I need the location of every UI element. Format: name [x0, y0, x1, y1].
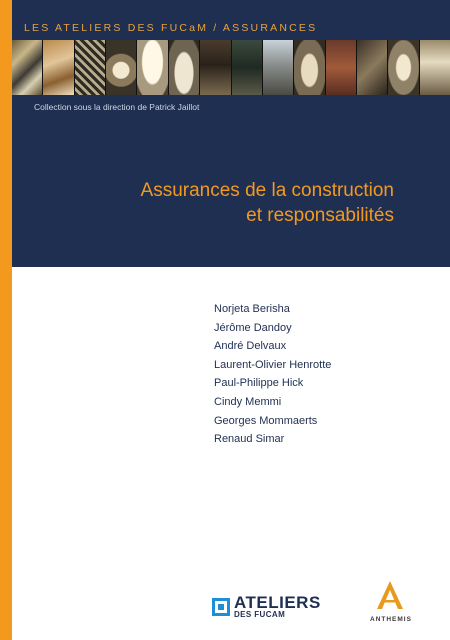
author-name: Renaud Simar	[214, 433, 285, 446]
anthemis-name: ANTHEMIS	[370, 616, 412, 623]
photo-tower-roof	[263, 40, 294, 95]
anthemis-logo	[370, 580, 410, 623]
photo-hallway-light	[137, 40, 168, 95]
photo-cloister	[294, 40, 325, 95]
photo-stained-glass	[12, 40, 43, 95]
author-name: André Delvaux	[214, 340, 287, 353]
anthemis-a-icon	[370, 580, 410, 610]
author-name: Georges Mommaerts	[214, 414, 318, 427]
author-name: Cindy Memmi	[214, 395, 282, 408]
logo-line-1: ATELIERS	[234, 593, 321, 612]
ateliers-square-icon	[212, 598, 230, 616]
author-name: Norjeta Berisha	[214, 303, 290, 315]
photo-long-corridor	[388, 40, 419, 95]
logo-line-2: DES FUCAM	[234, 610, 286, 619]
ateliers-fucam-logo	[212, 594, 321, 619]
author-name: Jérôme Dandoy	[214, 321, 292, 334]
photo-green-door	[232, 40, 263, 95]
photo-staircase	[357, 40, 388, 95]
author-name: Laurent-Olivier Henrotte	[214, 358, 332, 371]
orange-side-bar	[0, 0, 12, 640]
photo-dark-doorway	[200, 40, 231, 95]
series-title: LES ATELIERS DES FUCaM / ASSURANCES	[24, 22, 318, 34]
title-line-2: et responsabilités	[246, 205, 394, 226]
photo-lattice-window	[75, 40, 106, 95]
photo-vaulted-hall	[169, 40, 200, 95]
author-list	[214, 300, 331, 449]
photo-corridor-arches	[106, 40, 137, 95]
collection-direction: Collection sous la direction de Patrick Jaillot	[34, 102, 200, 112]
book-title	[141, 178, 394, 228]
photo-wooden-frame	[43, 40, 74, 95]
title-line-1: Assurances de la construction	[140, 180, 394, 201]
photo-brick-facade	[326, 40, 357, 95]
photo-strip	[12, 40, 450, 95]
author-name: Paul-Philippe Hick	[214, 377, 304, 390]
photo-window-wall	[420, 40, 450, 95]
